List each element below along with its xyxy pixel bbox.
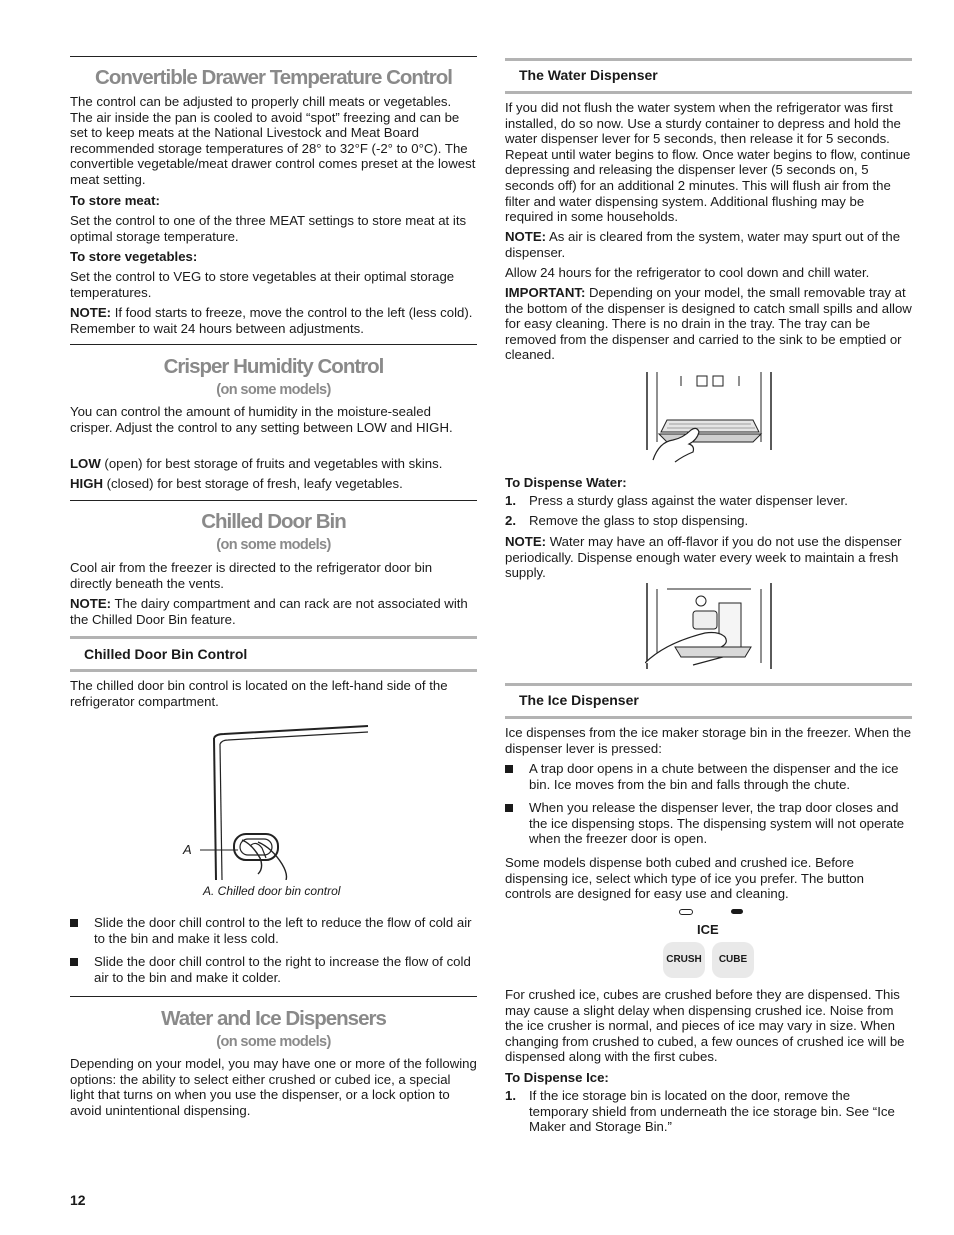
water-intro: If you did not flush the water system when the refrigerator was first installed, do so now. Use a sturdy container to depress and hold the water dispenser lever for 5 seconds, then release it for 5 seconds. Repeat until water begins to flow. Once water begins to flow, continue depressing and releasing the dispenser lever (5 seconds on, 5 seconds off) for an additional 2 minutes. This will flush air from the filter and water dispensing system. Additional flushing may be required in some households. xyxy=(505,100,911,225)
water-important: IMPORTANT: Depending on your model, the small removable tray at the bottom of the dispenser is designed to catch small spills and allow for easy cleaning. There is no drain in the tray. The tray can be removed from the dispenser and carried to the sink to be emptied or cleaned. xyxy=(505,285,912,363)
veg-text: Set the control to VEG to store vegetables at their optimal storage temperatures. xyxy=(70,269,455,300)
water-ice-title: Water and Ice Dispensers xyxy=(161,1007,386,1030)
step-number: 2. xyxy=(505,513,516,528)
dispense-ice-heading: To Dispense Ice: xyxy=(505,1070,609,1085)
bullet-square xyxy=(70,919,78,927)
crush-indicator-icon xyxy=(679,909,693,915)
water-glass-illustration xyxy=(645,583,775,671)
ice-intro: Ice dispenses from the ice maker storage bin in the freezer. When the dispenser lever is pressed: xyxy=(505,725,912,756)
figure-label-a: A xyxy=(183,842,192,857)
list-item: 2. Remove the glass to stop dispensing. xyxy=(505,513,749,528)
water-ice-subtitle: (on some models) xyxy=(216,1034,331,1050)
chilled-bin-control-heading: Chilled Door Bin Control xyxy=(84,646,248,662)
section-divider xyxy=(70,56,477,57)
bullet-square xyxy=(70,958,78,966)
ice-dispenser-heading: The Ice Dispenser xyxy=(519,692,639,708)
bullet-square xyxy=(505,804,513,812)
chilled-bin-note: NOTE: The dairy compartment and can rack are not associated with the Chilled Door Bin feature. xyxy=(70,596,468,627)
water-note: NOTE: As air is cleared from the system, water may spurt out of the dispenser. xyxy=(505,229,901,260)
section-divider xyxy=(70,500,477,501)
dispenser-tray-illustration xyxy=(645,372,775,466)
water-dispenser-heading: The Water Dispenser xyxy=(519,67,658,83)
dispense-water-heading: To Dispense Water: xyxy=(505,475,627,490)
water-ice-intro: Depending on your model, you may have one or more of the following options: the ability to select either crushed or cubed ice, a special light that turns on when you use the dispenser, or a lock option to avoid unintentional dispensing. xyxy=(70,1056,477,1118)
figure-caption: A. Chilled door bin control xyxy=(203,884,341,898)
ice-panel-label: ICE xyxy=(697,922,719,937)
bullet-square xyxy=(505,765,513,773)
step-number: 1. xyxy=(505,1088,516,1103)
cube-indicator-icon xyxy=(731,909,743,914)
list-item: Slide the door chill control to the right to increase the flow of cold air to the bin and make it colder. xyxy=(70,954,477,985)
ice-models-text: Some models dispense both cubed and crushed ice. Before dispensing ice, select which type of ice you prefer. The button controls are designed for easy use and cleaning. xyxy=(505,855,864,902)
crisper-subtitle: (on some models) xyxy=(216,382,331,398)
crisper-title: Crisper Humidity Control xyxy=(163,355,384,378)
chilled-bin-intro: Cool air from the freezer is directed to the refrigerator door bin directly beneath the vents. xyxy=(70,560,433,591)
water-note-2: NOTE: Water may have an off-flavor if you do not use the dispenser periodically. Dispense enough water every week to maintain a fresh supply. xyxy=(505,534,902,581)
crushed-ice-text: For crushed ice, cubes are crushed before they are dispensed. This may cause a slight delay when dispensing crushed ice. Noise from the ice crusher is normal, and pieces of ice may vary in size. When changing from crushed to cubed, a few ounces of crushed ice will be dispensed along with the first cubes. xyxy=(505,987,905,1065)
water-allow: Allow 24 hours for the refrigerator to cool down and chill water. xyxy=(505,265,870,280)
meat-heading: To store meat: xyxy=(70,193,160,208)
step-number: 1. xyxy=(505,493,516,508)
list-item: 1. If the ice storage bin is located on the door, remove the temporary shield from underneath the ice storage bin. See “Ice Maker and Storage Bin.” xyxy=(505,1088,895,1135)
list-item: 1. Press a sturdy glass against the water dispenser lever. xyxy=(505,493,848,508)
chilled-bin-title: Chilled Door Bin xyxy=(201,510,346,533)
list-item: Slide the door chill control to the left to reduce the flow of cold air to the bin and make it less cold. xyxy=(70,915,477,946)
list-item: A trap door opens in a chute between the dispenser and the ice bin. Ice moves from the bin and falls through the chute. xyxy=(505,761,912,792)
cube-button[interactable]: CUBE xyxy=(712,942,754,978)
crisper-low: LOW (open) for best storage of fruits and vegetables with skins. xyxy=(70,456,443,471)
chilled-bin-control-text: The chilled door bin control is located on the left-hand side of the refrigerator compartment. xyxy=(70,678,448,709)
convertible-title: Convertible Drawer Temperature Control xyxy=(95,66,452,89)
section-divider xyxy=(70,344,477,345)
page-number: 12 xyxy=(70,1192,86,1208)
crisper-intro: You can control the amount of humidity in the moisture-sealed crisper. Adjust the control to any setting between LOW and HIGH. xyxy=(70,404,453,435)
meat-text: Set the control to one of the three MEAT settings to store meat at its optimal storage temperature. xyxy=(70,213,467,244)
veg-heading: To store vegetables: xyxy=(70,249,198,264)
chilled-door-bin-illustration xyxy=(180,722,380,880)
convertible-intro: The control can be adjusted to properly chill meats or vegetables. The air inside the pan is cooled to avoid “spot” freezing and can be set to keep meats at the National Livestock and Meat Board recommended storage temperatures of 28° to 32°F (-2° to 0°C). The convertible vegetable/meat drawer control comes preset at the lowest meat setting. xyxy=(70,94,476,187)
convertible-note: NOTE: If food starts to freeze, move the control to the left (less cold). Remember to wait 24 hours between adjustments. xyxy=(70,305,473,336)
section-divider xyxy=(70,996,477,997)
crisper-high: HIGH (closed) for best storage of fresh, leafy vegetables. xyxy=(70,476,403,491)
list-item: When you release the dispenser lever, the trap door closes and the ice dispensing stops. The dispensing system will not operate when the freezer door is open. xyxy=(505,800,912,847)
crush-button[interactable]: CRUSH xyxy=(663,942,705,978)
chilled-bin-subtitle: (on some models) xyxy=(216,537,331,553)
